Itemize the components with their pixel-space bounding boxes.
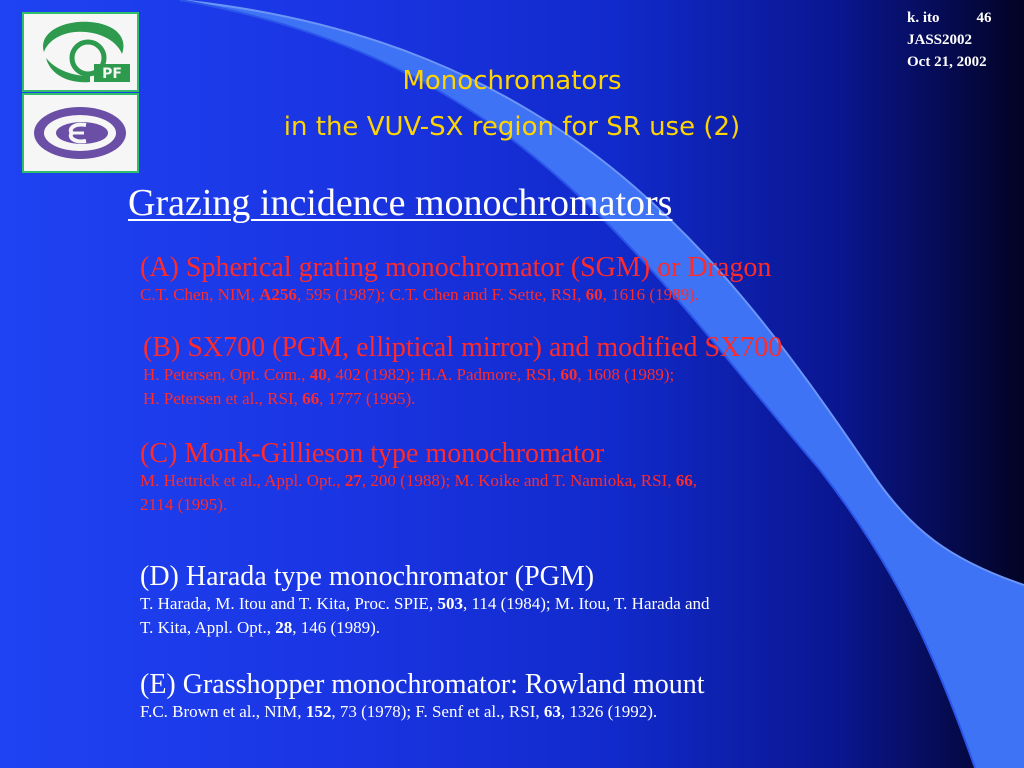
author-label: k. ito bbox=[907, 10, 940, 26]
date-label: Oct 21, 2002 bbox=[907, 54, 987, 70]
page-number: 46 bbox=[976, 10, 992, 26]
kek-logo-icon bbox=[24, 95, 137, 171]
item-a-title: (A) Spherical grating monochromator (SGM) or Dragon bbox=[140, 252, 772, 283]
item-c-reference-2: 2114 (1995). bbox=[140, 495, 228, 514]
title-line-1: Monochromators bbox=[402, 66, 622, 96]
item-a bbox=[140, 253, 771, 307]
item-d-reference-2: T. Kita, Appl. Opt., 28, 146 (1989). bbox=[140, 618, 381, 637]
title-line-2: in the VUV-SX region for SR use (2) bbox=[283, 112, 741, 142]
item-b-reference-1: H. Petersen, Opt. Com., 40, 402 (1982); H.A. Padmore, RSI, 60, 1608 (1989); bbox=[143, 365, 675, 384]
slide-title bbox=[140, 58, 884, 150]
pf-logo-icon bbox=[24, 14, 137, 90]
section-heading: Grazing incidence monochromators bbox=[128, 182, 673, 224]
slide-meta bbox=[907, 7, 992, 73]
item-a-reference: C.T. Chen, NIM, A256, 595 (1987); C.T. Chen and F. Sette, RSI, 60, 1616 (1989). bbox=[140, 285, 699, 304]
item-d-title: (D) Harada type monochromator (PGM) bbox=[140, 561, 595, 592]
item-c-reference-1: M. Hettrick et al., Appl. Opt., 27, 200 (1988); M. Koike and T. Namioka, RSI, 66, bbox=[140, 471, 698, 490]
item-c-title: (C) Monk-Gillieson type monochromator bbox=[140, 438, 605, 469]
item-b-title: (B) SX700 (PGM, elliptical mirror) and modified SX700 bbox=[143, 332, 783, 363]
pf-logo bbox=[22, 12, 139, 92]
item-e bbox=[140, 670, 705, 724]
item-e-title: (E) Grasshopper monochromator: Rowland mount bbox=[140, 669, 705, 700]
item-e-reference: F.C. Brown et al., NIM, 152, 73 (1978); F. Senf et al., RSI, 63, 1326 (1992). bbox=[140, 702, 658, 721]
svg-text:PF: PF bbox=[102, 66, 122, 82]
event-label: JASS2002 bbox=[907, 32, 973, 48]
item-d-reference-1: T. Harada, M. Itou and T. Kita, Proc. SPIE, 503, 114 (1984); M. Itou, T. Harada and bbox=[140, 594, 710, 613]
item-d bbox=[140, 562, 710, 640]
item-b-reference-2: H. Petersen et al., RSI, 66, 1777 (1995). bbox=[143, 389, 416, 408]
kek-logo bbox=[22, 93, 139, 173]
item-b bbox=[143, 333, 782, 411]
item-c bbox=[140, 439, 697, 517]
